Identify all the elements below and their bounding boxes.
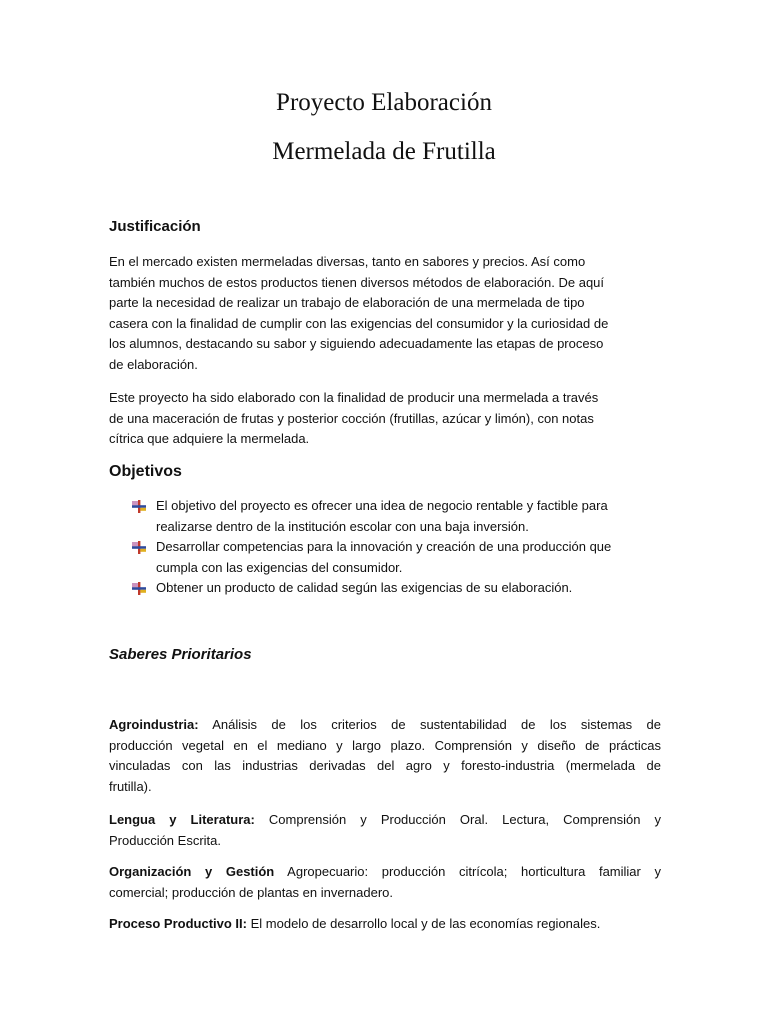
paragraph-line: casera con la finalidad de cumplir con las exigencias del consumidor y la curiosidad de xyxy=(109,315,609,331)
saber-text: Agropecuario: producción citrícola; horticultura familiar y xyxy=(287,864,661,879)
objective-line: Obtener un producto de calidad según las exigencias de su elaboración. xyxy=(156,580,573,595)
saber-label: Agroindustria: xyxy=(109,717,199,732)
objective-line: El objetivo del proyecto es ofrecer una idea de negocio rentable y factible para xyxy=(156,498,608,513)
saber-label: Lengua y Literatura: xyxy=(109,812,255,827)
saber-label: Organización y Gestión xyxy=(109,864,275,879)
paragraph-line: vinculadas con las industrias derivadas del agro y foresto-industria (mermelada de xyxy=(109,758,661,773)
paragraph-line: Producción Escrita. xyxy=(109,832,221,848)
paragraph-line xyxy=(109,914,661,935)
paragraph-line: comercial; producción de plantas en invernadero. xyxy=(109,884,394,900)
heading-objetivos: Objetivos xyxy=(109,463,182,480)
list-item xyxy=(130,496,670,537)
objective-line: realizarse dentro de la institución escolar con una baja inversión. xyxy=(156,518,529,534)
saber-text: Comprensión y Producción Oral. Lectura, Comprensión y xyxy=(268,812,662,827)
paragraph-line: los alumnos, destacando su sabor y siguiendo adecuadamente las etapas de proceso xyxy=(109,336,604,351)
paragraph-line: En el mercado existen mermeladas diversas, tanto en sabores y precios. Así como xyxy=(109,254,586,269)
paragraph-line: parte la necesidad de realizar un trabajo de elaboración de una mermelada de tipo xyxy=(109,295,585,310)
bullet-icon xyxy=(132,541,146,554)
list-item xyxy=(130,537,670,578)
justificacion-paragraph-1 xyxy=(109,252,661,375)
paragraph-line: cítrica que adquiere la mermelada. xyxy=(109,431,310,446)
document-subtitle: Mermelada de Frutilla xyxy=(272,138,496,165)
heading-justificacion: Justificación xyxy=(109,218,201,235)
paragraph-line: Este proyecto ha sido elaborado con la finalidad de producir una mermelada a través xyxy=(109,390,599,405)
saber-organizacion-gestion xyxy=(109,862,661,903)
saber-label: Proceso Productivo II: xyxy=(109,916,247,931)
heading-saberes-prioritarios: Saberes Prioritarios xyxy=(109,646,252,663)
objective-line: cumpla con las exigencias del consumidor. xyxy=(156,559,403,575)
bullet-icon xyxy=(132,500,146,513)
paragraph-line: de elaboración. xyxy=(109,356,198,372)
bullet-icon xyxy=(132,582,146,595)
saber-text: El modelo de desarrollo local y de las economías regionales. xyxy=(250,916,601,931)
list-item xyxy=(130,578,670,599)
justificacion-paragraph-2 xyxy=(109,388,661,450)
paragraph-line: producción vegetal en el mediano y largo plazo. Comprensión y diseño de prácticas xyxy=(109,737,661,753)
objectives-list xyxy=(130,496,670,599)
paragraph-line: también muchos de estos productos tienen diversos métodos de elaboración. De aquí xyxy=(109,274,605,290)
paragraph-line xyxy=(109,862,661,883)
objective-line: Desarrollar competencias para la innovación y creación de una producción que xyxy=(156,539,612,554)
saber-proceso-productivo xyxy=(109,914,661,935)
document-title: Proyecto Elaboración xyxy=(276,89,492,116)
paragraph-line xyxy=(109,715,661,736)
paragraph-line: frutilla). xyxy=(109,778,152,794)
saber-lengua-literatura xyxy=(109,810,661,851)
saber-agroindustria xyxy=(109,715,661,797)
saber-text: Análisis de los criterios de sustentabilidad de los sistemas de xyxy=(212,717,661,732)
paragraph-line: de una maceración de frutas y posterior cocción (frutillas, azúcar y limón), con notas xyxy=(109,410,594,426)
paragraph-line xyxy=(109,810,661,831)
